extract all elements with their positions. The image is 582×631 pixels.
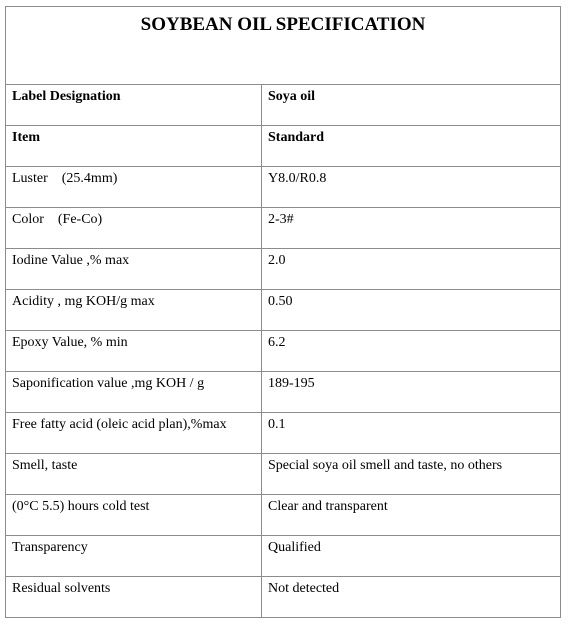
standard-cell: Qualified: [262, 536, 561, 577]
standard-cell: Clear and transparent: [262, 495, 561, 536]
label-designation-value: Soya oil: [262, 85, 561, 126]
standard-cell: 6.2: [262, 331, 561, 372]
item-column-header: Item: [6, 126, 262, 167]
table-row: [6, 85, 561, 126]
table-title: SOYBEAN OIL SPECIFICATION: [6, 7, 561, 85]
standard-cell: Special soya oil smell and taste, no others: [262, 454, 561, 495]
standard-cell: Y8.0/R0.8: [262, 167, 561, 208]
item-cell: Epoxy Value, % min: [6, 331, 262, 372]
specification-table: [5, 6, 561, 618]
table-row: [6, 577, 561, 618]
table-row: [6, 126, 561, 167]
table-row: [6, 290, 561, 331]
title-row: [6, 7, 561, 85]
table-row: [6, 331, 561, 372]
standard-cell: Not detected: [262, 577, 561, 618]
standard-cell: 2.0: [262, 249, 561, 290]
item-cell: Color (Fe-Co): [6, 208, 262, 249]
table-row: [6, 495, 561, 536]
item-cell: Saponification value ,mg KOH / g: [6, 372, 262, 413]
table-row: [6, 249, 561, 290]
item-cell: Free fatty acid (oleic acid plan),%max: [6, 413, 262, 454]
standard-cell: 189-195: [262, 372, 561, 413]
standard-column-header: Standard: [262, 126, 561, 167]
item-cell: Smell, taste: [6, 454, 262, 495]
item-cell: Transparency: [6, 536, 262, 577]
item-cell: Luster (25.4mm): [6, 167, 262, 208]
item-cell: Iodine Value ,% max: [6, 249, 262, 290]
table-row: [6, 413, 561, 454]
table-row: [6, 208, 561, 249]
label-designation-header: Label Designation: [6, 85, 262, 126]
standard-cell: 2-3#: [262, 208, 561, 249]
table-row: [6, 454, 561, 495]
item-cell: Acidity , mg KOH/g max: [6, 290, 262, 331]
item-cell: (0°C 5.5) hours cold test: [6, 495, 262, 536]
table-row: [6, 372, 561, 413]
standard-cell: 0.50: [262, 290, 561, 331]
standard-cell: 0.1: [262, 413, 561, 454]
table-row: [6, 536, 561, 577]
table-row: [6, 167, 561, 208]
item-cell: Residual solvents: [6, 577, 262, 618]
